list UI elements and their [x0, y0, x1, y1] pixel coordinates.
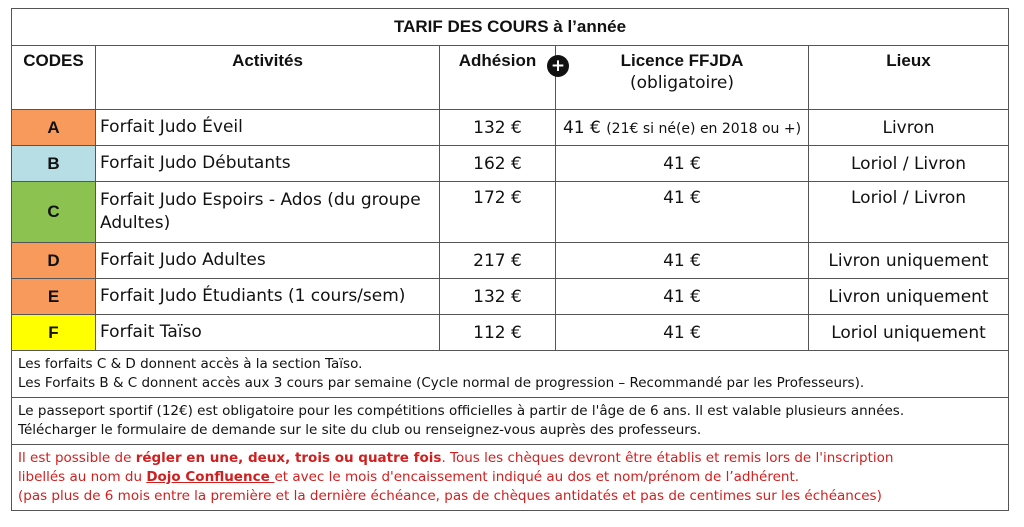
adhesion-cell: 112 € — [440, 315, 556, 351]
table-title: TARIF DES COURS à l’année — [12, 9, 1009, 46]
lieu-cell: Loriol / Livron — [809, 182, 1009, 243]
adhesion-cell: 217 € — [440, 243, 556, 279]
note-text: et avec le mois d'encaissement indiqué au dos et nom/prénom de l’adhérent. — [274, 469, 800, 485]
adhesion-cell: 162 € — [440, 146, 556, 182]
code-cell: A — [12, 110, 96, 146]
code-cell: F — [12, 315, 96, 351]
note-line: Les forfaits C & D donnent accès à la section Taïso. — [18, 356, 363, 372]
activite-cell: Forfait Judo Espoirs - Ados (du groupe Adultes) — [96, 182, 440, 243]
table-row — [12, 146, 1009, 182]
header-codes: CODES — [12, 46, 96, 110]
adhesion-cell: 132 € — [440, 110, 556, 146]
dojo-name: Dojo Confluence — [146, 469, 275, 485]
table-row — [12, 315, 1009, 351]
licence-cell: 41 € — [556, 146, 809, 182]
lieu-cell: Loriol uniquement — [809, 315, 1009, 351]
adhesion-cell: 172 € — [440, 182, 556, 243]
lieu-cell: Livron uniquement — [809, 243, 1009, 279]
header-licence-label: Licence FFJDA — [620, 51, 744, 70]
activite-cell: Forfait Judo Éveil — [96, 110, 440, 146]
lieu-cell: Livron — [809, 110, 1009, 146]
note-bold: régler en une, deux, trois ou quatre fois — [135, 450, 442, 466]
note-passeport — [12, 398, 1009, 445]
note-paiement — [12, 445, 1009, 511]
licence-cell: 41 € — [556, 315, 809, 351]
code-cell: E — [12, 279, 96, 315]
table-row — [12, 243, 1009, 279]
code-cell: C — [12, 182, 96, 243]
code-cell: B — [12, 146, 96, 182]
note-forfaits — [12, 351, 1009, 398]
adhesion-cell: 132 € — [440, 279, 556, 315]
note-text: Il est possible de — [18, 450, 136, 466]
tarif-table — [11, 8, 1009, 511]
note-text: libellés au nom du — [18, 469, 147, 485]
note-text: . Tous les chèques devront être établis et remis lors de l'inscription — [441, 450, 894, 466]
table-row — [12, 182, 1009, 243]
licence-note: (21€ si né(e) en 2018 ou +) — [606, 120, 802, 137]
note-line — [18, 468, 1002, 487]
licence-cell — [556, 110, 809, 146]
table-row — [12, 279, 1009, 315]
licence-cell: 41 € — [556, 243, 809, 279]
note-line: Le passeport sportif (12€) est obligatoire pour les compétitions officielles à partir de l'âge de 6 ans. Il est valable plusieurs années. — [18, 403, 905, 419]
licence-cell: 41 € — [556, 279, 809, 315]
note-line: (pas plus de 6 mois entre la première et la dernière échéance, pas de chèques antidatés et pas de centimes sur les échéances) — [18, 488, 882, 504]
activite-cell: Forfait Judo Débutants — [96, 146, 440, 182]
header-adhesion: Adhésion — [440, 46, 556, 110]
activite-cell: Forfait Judo Adultes — [96, 243, 440, 279]
licence-cell: 41 € — [556, 182, 809, 243]
licence-value: 41 € — [562, 117, 601, 138]
header-licence-sub: (obligatoire) — [630, 73, 734, 93]
lieu-cell: Livron uniquement — [809, 279, 1009, 315]
code-cell: D — [12, 243, 96, 279]
tarif-table-container — [11, 8, 1008, 511]
note-line: Télécharger le formulaire de demande sur le site du club ou renseignez-vous auprès des professeurs. — [18, 422, 702, 438]
plus-icon: + — [547, 55, 569, 77]
note-line — [18, 449, 1002, 468]
activite-cell: Forfait Taïso — [96, 315, 440, 351]
header-licence — [556, 46, 809, 110]
activite-cell: Forfait Judo Étudiants (1 cours/sem) — [96, 279, 440, 315]
table-row — [12, 110, 1009, 146]
header-lieux: Lieux — [809, 46, 1009, 110]
lieu-cell: Loriol / Livron — [809, 146, 1009, 182]
note-line: Les Forfaits B & C donnent accès aux 3 cours par semaine (Cycle normal de progression – Recommandé par les Professeurs). — [18, 375, 865, 391]
header-activites: Activités — [96, 46, 440, 110]
